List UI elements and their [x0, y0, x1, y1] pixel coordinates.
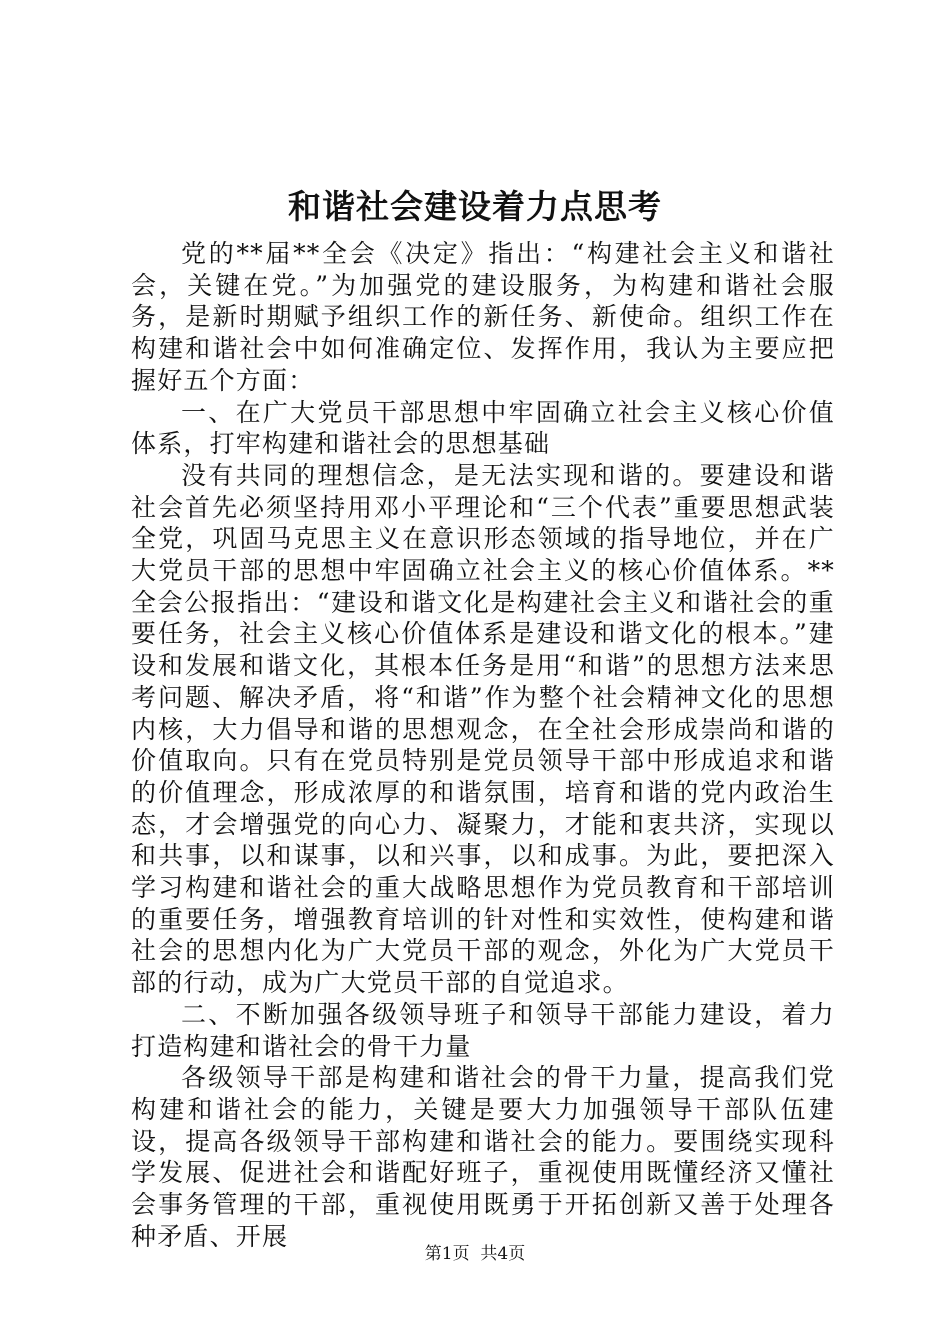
section-heading-1: 一、在广大党员干部思想中牢固确立社会主义核心价值体系，打牢构建和谐社会的思想基础: [131, 397, 835, 459]
document-body: [131, 238, 835, 1253]
paragraph-intro: 党的**届**全会《决定》指出：“构建社会主义和谐社会，关键在党。”为加强党的建设服务，为构建和谐社会服务，是新时期赋予组织工作的新任务、新使命。组织工作在构建和谐社会中如何准确定位、发挥作用，我认为主要应把握好五个方面：: [131, 239, 835, 395]
paragraph-section-1: 没有共同的理想信念，是无法实现和谐的。要建设和谐社会首先必须坚持用邓小平理论和“三个代表”重要思想武装全党，巩固马克思主义在意识形态领域的指导地位，并在广大党员干部的思想中牢固确立社会主义的核心价值体系。**全会公报指出：“建设和谐文化是构建社会主义和谐社会的重要任务，社会主义核心价值体系是建设和谐文化的根本。”建设和发展和谐文化，其根本任务是用“和谐”的思想方法来思考问题、解决矛盾，将“和谐”作为整个社会精神文化的思想内核，大力倡导和谐的思想观念，在全社会形成崇尚和谐的价值取向。只有在党员特别是党员领导干部中形成追求和谐的价值理念，形成浓厚的和谐氛围，培育和谐的党内政治生态，才会增强党的向心力、凝聚力，才能和衷共济，实现以和共事，以和谋事，以和兴事，以和成事。为此，要把深入学习构建和谐社会的重大战略思想作为党员教育和干部培训的重要任务，增强教育培训的针对性和实效性，使构建和谐社会的思想内化为广大党员干部的观念，外化为广大党员干部的行动，成为广大党员干部的自觉追求。: [131, 460, 835, 998]
section-heading-2: 二、不断加强各级领导班子和领导干部能力建设，着力打造构建和谐社会的骨干力量: [131, 999, 835, 1061]
page-number: 第1页: [424, 1244, 470, 1264]
paragraph-section-2: 各级领导干部是构建和谐社会的骨干力量，提高我们党构建和谐社会的能力，关键是要大力加强领导干部队伍建设，提高各级领导干部构建和谐社会的能力。要围绕实现科学发展、促进社会和谐配好班子，重视使用既懂经济又懂社会事务管理的干部，重视使用既勇于开拓创新又善于处理各种矛盾、开展: [131, 1063, 835, 1251]
page-total: 共4页: [480, 1244, 526, 1264]
document-title: 和谐社会建设着力点思考: [288, 187, 662, 226]
page-footer: [0, 1242, 950, 1266]
